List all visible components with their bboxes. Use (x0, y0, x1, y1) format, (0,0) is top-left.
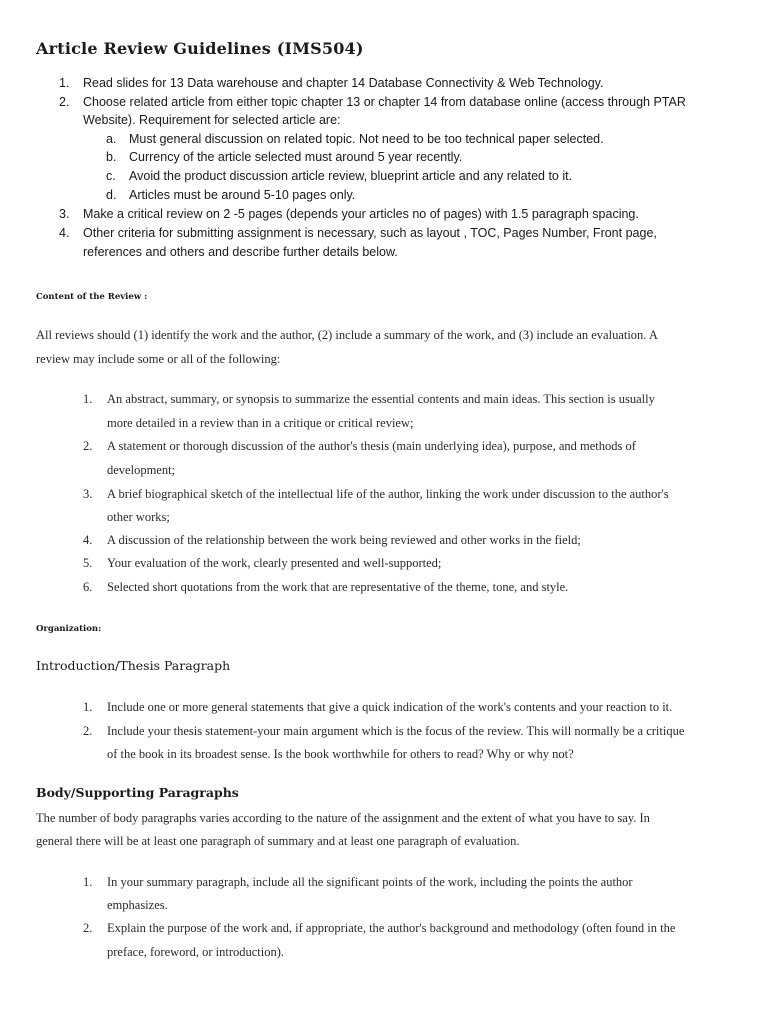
document-title: Article Review Guidelines (IMS504) (36, 39, 364, 58)
list-text: emphasizes. (107, 898, 168, 912)
body-heading: Body/Supporting Paragraphs (36, 785, 239, 800)
list-number: 1. (83, 875, 93, 889)
list-text: Your evaluation of the work, clearly presented and well-supported; (107, 556, 442, 570)
list-number: 2. (83, 724, 93, 738)
list-number: 2. (83, 921, 93, 935)
list-text: A discussion of the relationship between the work being reviewed and other works in the field; (107, 533, 581, 547)
body-intro-line: The number of body paragraphs varies according to the nature of the assignment and the extent of what you have to say. In (36, 811, 650, 825)
list-text: Other criteria for submitting assignment is necessary, such as layout , TOC, Pages Number, Front page, (83, 226, 657, 240)
list-number: 1. (83, 392, 93, 406)
list-number: 5. (83, 556, 93, 570)
list-text: In your summary paragraph, include all the significant points of the work, including the points the author (107, 875, 633, 889)
list-text: Choose related article from either topic chapter 13 or chapter 14 from database online (access through PTAR (83, 95, 686, 109)
intro-heading: Introduction/Thesis Paragraph (36, 658, 231, 673)
list-number: 1. (59, 76, 70, 90)
list-text: more detailed in a review than in a critique or critical review; (107, 416, 414, 430)
list-number: 3. (59, 207, 70, 221)
list-number: 6. (83, 580, 93, 594)
sublist-letter: c. (106, 169, 116, 183)
sublist-text: Must general discussion on related topic. Not need to be too technical paper selected. (129, 132, 604, 146)
list-text: Explain the purpose of the work and, if appropriate, the author's background and methodology (often found in the (107, 921, 676, 935)
sublist-text: Articles must be around 5-10 pages only. (129, 188, 356, 202)
sublist-letter: b. (106, 150, 117, 164)
list-number: 1. (83, 700, 93, 714)
organization-heading: Organization: (36, 624, 102, 634)
list-number: 2. (59, 95, 70, 109)
list-text: other works; (107, 510, 170, 524)
sublist-text: Currency of the article selected must around 5 year recently. (129, 150, 463, 164)
list-text: Include one or more general statements that give a quick indication of the work's contents and your reaction to it. (107, 700, 673, 714)
list-text: A statement or thorough discussion of the author's thesis (main underlying idea), purpose, and methods of (107, 439, 636, 453)
list-text: development; (107, 463, 176, 477)
list-text: Read slides for 13 Data warehouse and chapter 14 Database Connectivity & Web Technology. (83, 76, 604, 90)
list-text: An abstract, summary, or synopsis to summarize the essential contents and main ideas. This section is usually (107, 392, 655, 406)
list-text: A brief biographical sketch of the intellectual life of the author, linking the work under discussion to the author's (107, 487, 669, 501)
list-text: Make a critical review on 2 -5 pages (depends your articles no of pages) with 1.5 paragraph spacing. (83, 207, 639, 221)
list-number: 4. (83, 533, 93, 547)
list-text: of the book in its broadest sense. Is the book worthwhile for others to read? Why or why not? (107, 747, 574, 761)
list-text: Selected short quotations from the work that are representative of the theme, tone, and style. (107, 580, 569, 594)
list-text: Website). Requirement for selected article are: (83, 113, 341, 127)
body-intro-line: general there will be at least one paragraph of summary and at least one paragraph of evaluation. (36, 834, 520, 848)
sublist-letter: a. (106, 132, 117, 146)
list-text: references and others and describe further details below. (83, 245, 398, 259)
sublist-text: Avoid the product discussion article review, blueprint article and any related to it. (129, 169, 573, 183)
content-intro-line: All reviews should (1) identify the work and the author, (2) include a summary of the work, and (3) include an evaluation. A (36, 328, 658, 342)
list-number: 4. (59, 226, 70, 240)
list-number: 2. (83, 439, 93, 453)
list-text: preface, foreword, or introduction). (107, 945, 285, 959)
content-heading: Content of the Review : (36, 292, 148, 302)
list-text: Include your thesis statement-your main argument which is the focus of the review. This will normally be a critique (107, 724, 685, 738)
sublist-letter: d. (106, 188, 117, 202)
content-intro-line: review may include some or all of the following: (36, 352, 281, 366)
list-number: 3. (83, 487, 93, 501)
